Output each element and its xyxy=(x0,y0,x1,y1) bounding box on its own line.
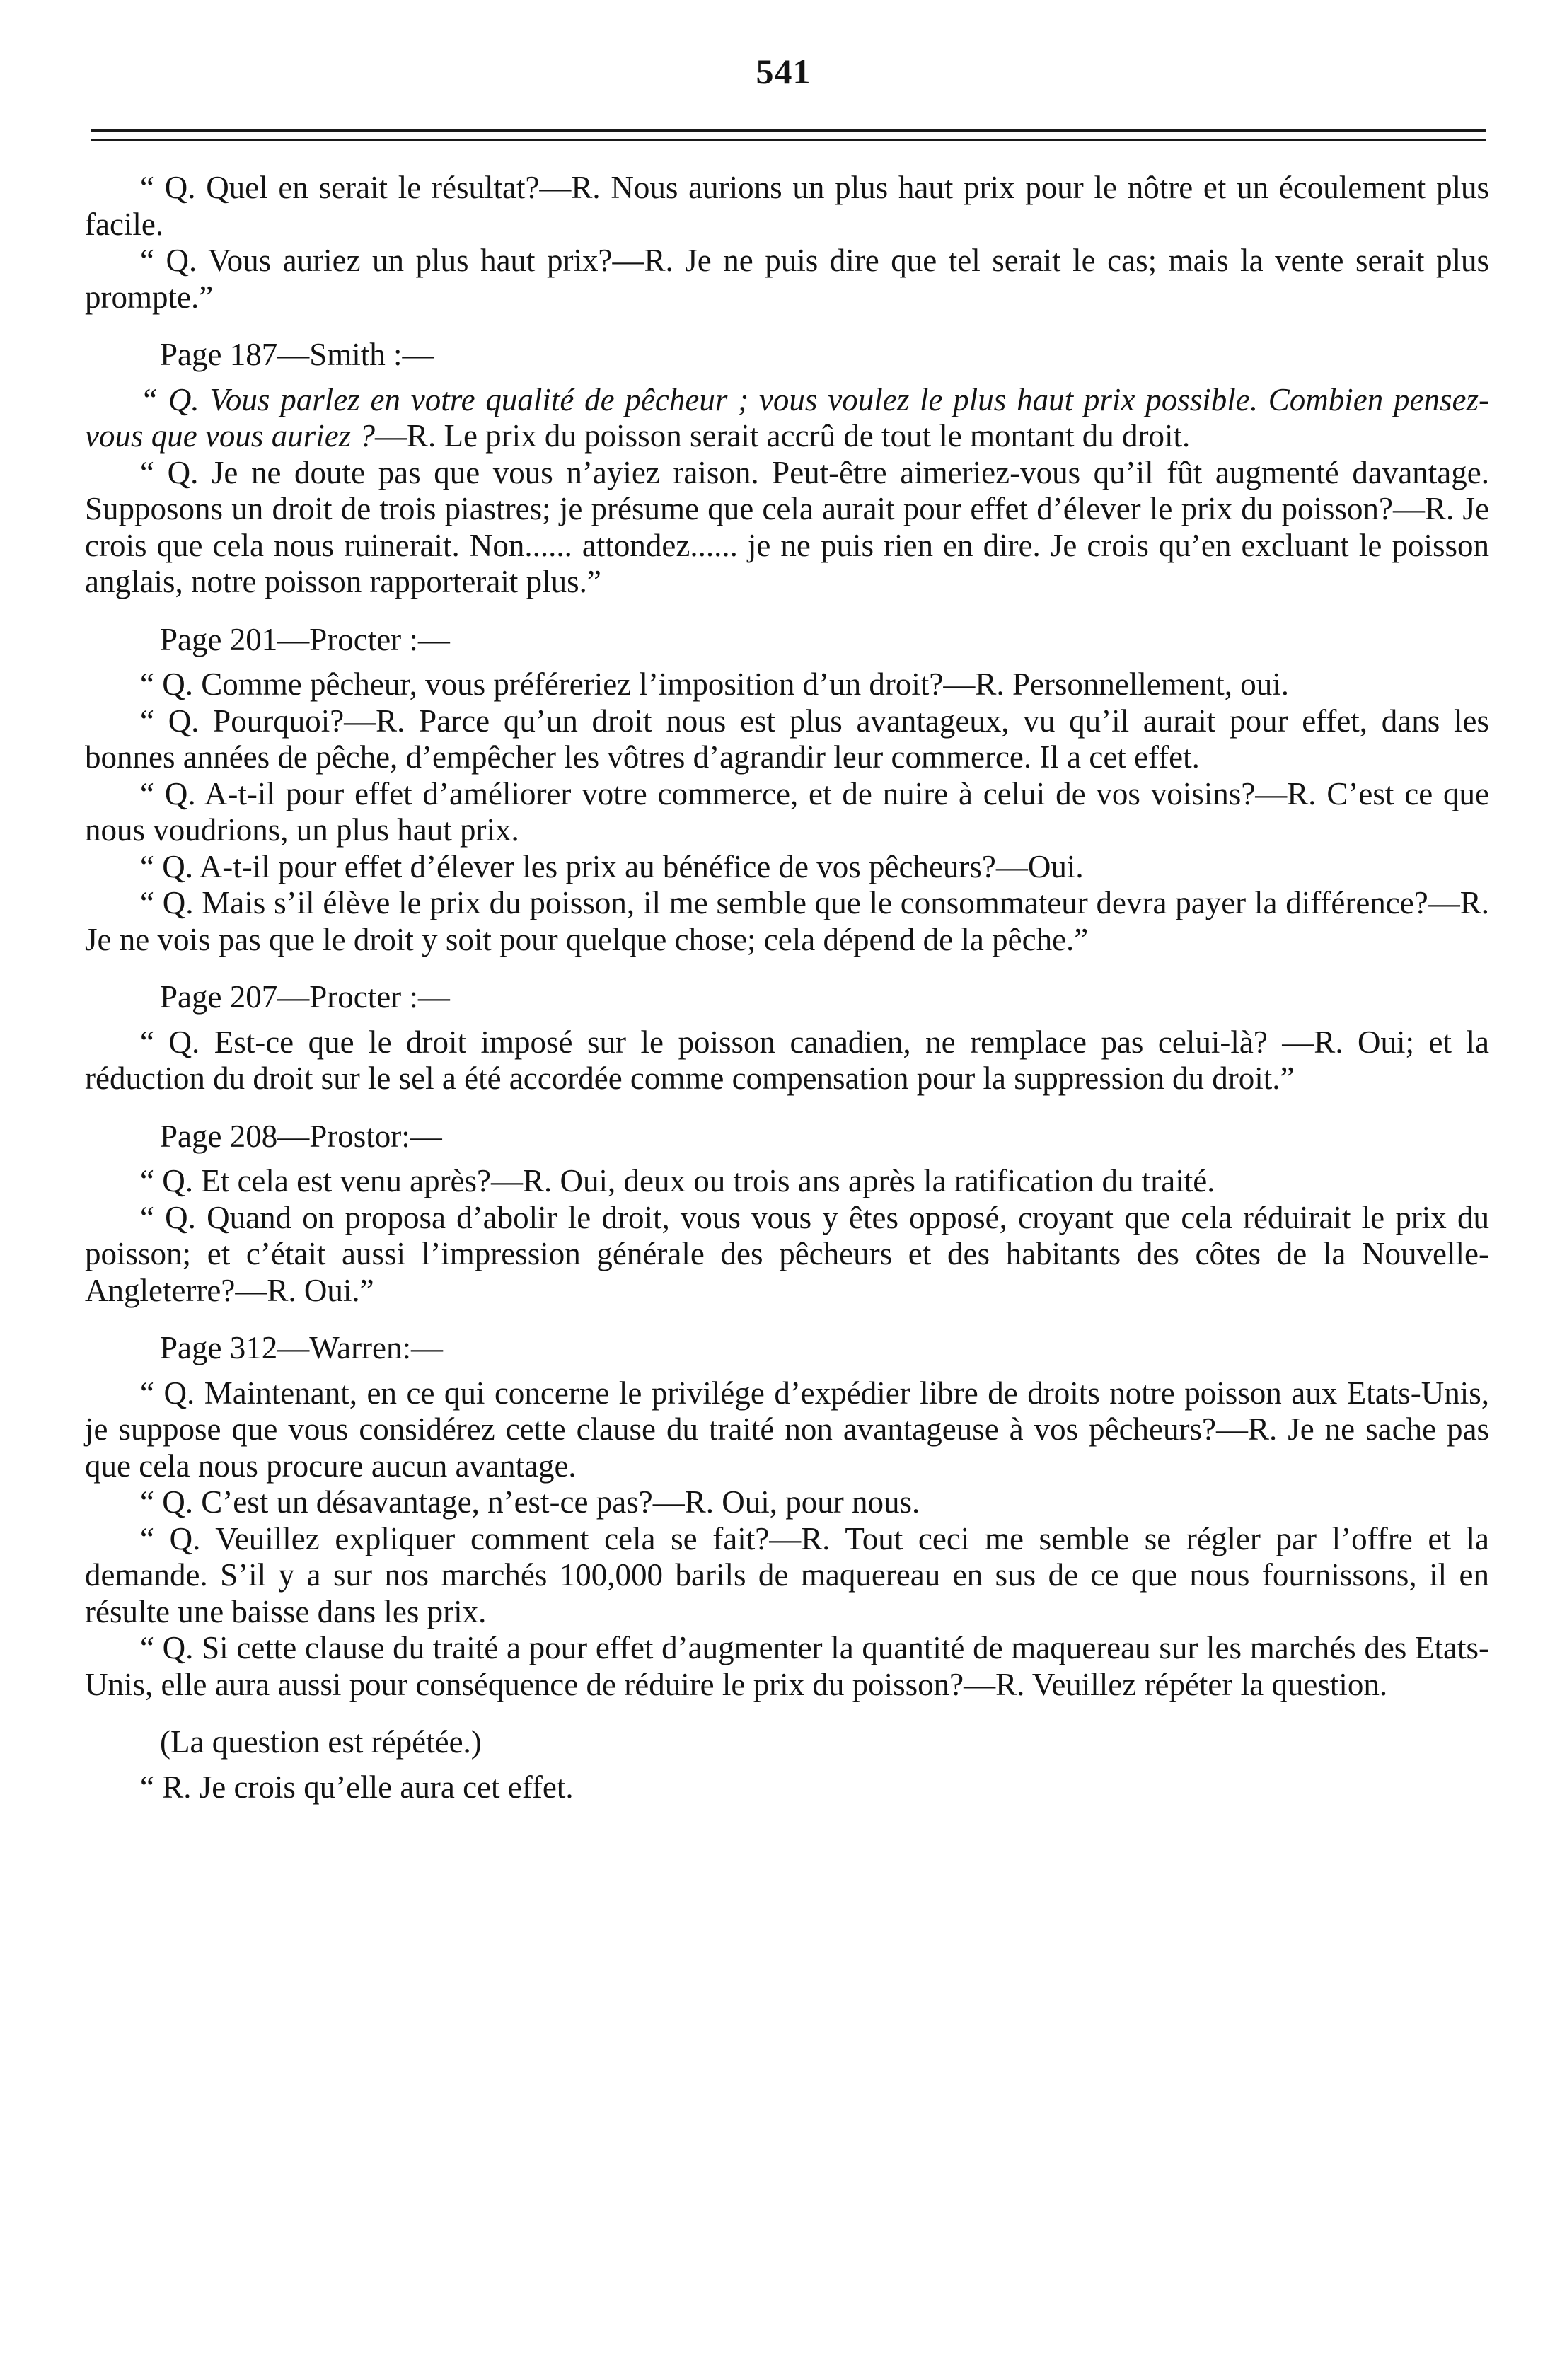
section-heading-smith: Page 187—Smith :— xyxy=(160,337,434,372)
header-rule-thin xyxy=(91,139,1486,141)
paragraph-q10: “ Q. Est-ce que le droit imposé sur le poisson canadien, ne remplace pas celui-là? —R. Oui; et la réduction du droit sur le sel a été accordée comme compensation pour la suppression du droit.” xyxy=(85,1024,1489,1096)
paragraph-final-answer: “ R. Je crois qu’elle aura cet effet. xyxy=(140,1769,574,1805)
paragraph-q2: “ Q. Vous auriez un plus haut prix?—R. Je ne puis dire que tel serait le cas; mais la vente serait plus prompte.” xyxy=(85,243,1489,315)
section-heading-warren-312: Page 312—Warren:— xyxy=(160,1330,444,1365)
paragraph-q4: “ Q. Je ne doute pas que vous n’ayiez raison. Peut-être aimeriez-vous qu’il fût augmenté davantage. Supposons un droit de trois piastres; je présume que cela aurait pour effet d’élever le prix du poisson?—R. Je crois que cela nous ruinerait. Non...... attondez...... je ne puis rien en dire. Je crois qu’en excluant le poisson anglais, notre poisson rapporterait plus.” xyxy=(85,454,1489,599)
paragraph-q16: “ Q. Si cette clause du traité a pour effet d’augmenter la quantité de maquereau sur les marchés des Etats-Unis, elle aura aussi pour conséquence de réduire le prix du poisson?—R. Veuillez répéter la question. xyxy=(85,1630,1489,1702)
paragraph-q1: “ Q. Quel en serait le résultat?—R. Nous aurions un plus haut prix pour le nôtre et un écoulement plus facile. xyxy=(85,170,1489,242)
section-heading-procter-201: Page 201—Procter :— xyxy=(160,621,450,657)
paragraph-q3-italic: “ Q. Vous parlez en votre qualité de pêcheur ; vous voulez le plus haut prix possible. Combien pensez-vous que vous auriez ? xyxy=(85,381,1489,454)
paragraph-q9: “ Q. Mais s’il élève le prix du poisson, il me semble que le consommateur devra payer la différence?—R. Je ne vois pas que le droit y soit pour quelque chose; cela dépend de la pêche.” xyxy=(85,885,1489,957)
paragraph-q12: “ Q. Quand on proposa d’abolir le droit, vous vous y êtes opposé, croyant que cela réduirait le prix du poisson; et c’était aussi l’impression générale des pêcheurs et des habitants des côtes de la Nouvelle-Angleterre?—R. Oui.” xyxy=(85,1199,1489,1308)
page-number: 541 xyxy=(756,52,811,91)
paragraph-q13: “ Q. Maintenant, en ce qui concerne le privilége d’expédier libre de droits notre poisson aux Etats-Unis, je suppose que vous considérez cette clause du traité non avantageuse à vos pêcheurs?—R. Je ne sache pas que cela nous procure aucun avantage. xyxy=(85,1375,1489,1484)
stage-note: (La question est répétée.) xyxy=(160,1724,482,1760)
paragraph-q3-answer: —R. Le prix du poisson serait accrû de tout le montant du droit. xyxy=(374,418,1191,454)
paragraph-q3 xyxy=(85,382,1489,455)
section-heading-procter-207: Page 207—Procter :— xyxy=(160,979,450,1015)
paragraph-q6: “ Q. Pourquoi?—R. Parce qu’un droit nous est plus avantageux, vu qu’il aurait pour effet, dans les bonnes années de pêche, d’empêcher les vôtres d’agrandir leur commerce. Il a cet effet. xyxy=(85,703,1489,775)
paragraph-q7: “ Q. A-t-il pour effet d’améliorer votre commerce, et de nuire à celui de vos voisins?—R. C’est ce que nous voudrions, un plus haut prix. xyxy=(85,775,1489,848)
paragraph-q14: “ Q. C’est un désavantage, n’est-ce pas?—R. Oui, pour nous. xyxy=(140,1484,920,1520)
paragraph-q15: “ Q. Veuillez expliquer comment cela se fait?—R. Tout ceci me semble se régler par l’offre et la demande. S’il y a sur nos marchés 100,000 barils de maquereau en sus de ce que nous fournissons, il en résulte une baisse dans les prix. xyxy=(85,1520,1489,1629)
paragraph-q11: “ Q. Et cela est venu après?—R. Oui, deux ou trois ans après la ratification du traité. xyxy=(140,1163,1215,1198)
header-rule-thick xyxy=(91,129,1486,132)
body-text xyxy=(85,170,1489,1806)
paragraph-q5: “ Q. Comme pêcheur, vous préféreriez l’imposition d’un droit?—R. Personnellement, oui. xyxy=(140,666,1290,702)
section-heading-prostor-208: Page 208—Prostor:— xyxy=(160,1118,442,1154)
paragraph-q8: “ Q. A-t-il pour effet d’élever les prix au bénéfice de vos pêcheurs?—Oui. xyxy=(140,848,1084,884)
